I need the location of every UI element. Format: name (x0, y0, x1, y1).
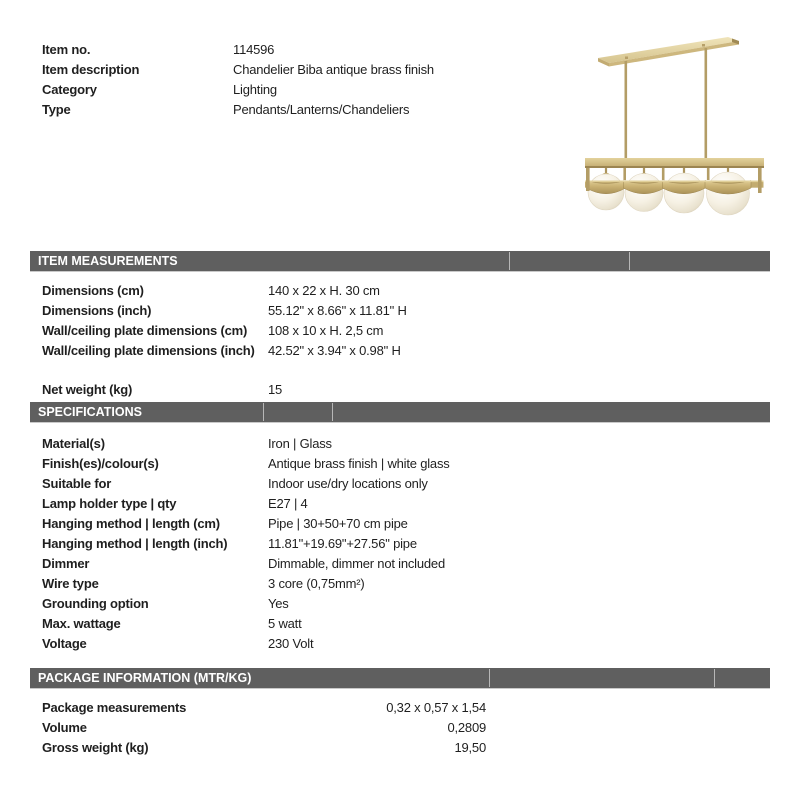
field-value: Dimmable, dimmer not included (268, 556, 445, 571)
field-label: Wall/ceiling plate dimensions (inch) (42, 343, 255, 358)
field-value: 0,32 x 0,57 x 1,54 (386, 700, 486, 715)
specifications-table (42, 434, 450, 654)
field-value: 114596 (233, 42, 275, 57)
field-value: Antique brass finish | white glass (268, 456, 450, 471)
product-summary (42, 40, 434, 120)
field-value: 42.52" x 3.94" x 0.98" H (268, 343, 401, 358)
field-label: Material(s) (42, 436, 105, 451)
field-value: 140 x 22 x H. 30 cm (268, 283, 380, 298)
table-cell-divider (629, 252, 630, 270)
field-value: Indoor use/dry locations only (268, 476, 428, 491)
field-label: Hanging method | length (inch) (42, 536, 228, 551)
field-label: Net weight (kg) (42, 382, 133, 397)
field-value: Lighting (233, 82, 277, 97)
field-value: Iron | Glass (268, 436, 332, 451)
field-value: 55.12" x 8.66" x 11.81" H (268, 303, 407, 318)
brass-band (585, 181, 764, 195)
section-header-package-information (30, 668, 770, 689)
table-cell-divider (509, 252, 510, 270)
field-label: Dimensions (inch) (42, 303, 152, 318)
table-row (42, 574, 450, 594)
net-weight-row (42, 380, 282, 400)
field-label: Item no. (42, 42, 91, 57)
field-label: Dimmer (42, 556, 90, 571)
field-label: Volume (42, 720, 87, 735)
table-row (42, 738, 486, 758)
table-row (42, 614, 450, 634)
table-cell-divider (332, 403, 333, 421)
field-label: Suitable for (42, 476, 112, 491)
field-value: 108 x 10 x H. 2,5 cm (268, 323, 384, 338)
table-row (42, 454, 450, 474)
table-row (42, 380, 282, 400)
field-value: Yes (268, 596, 289, 611)
table-row (42, 341, 407, 361)
table-row (42, 434, 450, 454)
field-label: Dimensions (cm) (42, 283, 144, 298)
table-cell-divider (263, 403, 264, 421)
table-row (42, 698, 486, 718)
field-label: Package measurements (42, 700, 187, 715)
table-row (42, 321, 407, 341)
table-row (42, 718, 486, 738)
table-cell-divider (489, 669, 490, 687)
field-value: Chandelier Biba antique brass finish (233, 62, 434, 77)
field-label: Wall/ceiling plate dimensions (cm) (42, 323, 248, 338)
item-measurements-table (42, 281, 407, 361)
chandelier-illustration (568, 12, 780, 220)
summary-row (42, 80, 434, 100)
table-row (42, 514, 450, 534)
field-label: Wire type (42, 576, 99, 591)
field-value: Pipe | 30+50+70 cm pipe (268, 516, 408, 531)
table-cell-divider (714, 669, 715, 687)
field-value: 15 (268, 382, 283, 397)
table-row (42, 634, 450, 654)
field-label: Type (42, 102, 71, 117)
field-label: Finish(es)/colour(s) (42, 456, 159, 471)
field-label: Grounding option (42, 596, 149, 611)
field-label: Lamp holder type | qty (42, 496, 177, 511)
section-title: SPECIFICATIONS (38, 405, 142, 419)
summary-row (42, 60, 434, 80)
section-header-specifications (30, 402, 770, 423)
field-label: Category (42, 82, 97, 97)
package-information-table (42, 698, 486, 758)
field-value: 0,2809 (447, 720, 486, 735)
table-row (42, 534, 450, 554)
ceiling-plate (598, 37, 739, 67)
section-title: PACKAGE INFORMATION (MTR/KG) (38, 671, 252, 685)
table-row (42, 554, 450, 574)
table-row (42, 281, 407, 301)
table-row (42, 594, 450, 614)
globe-stems (602, 168, 733, 179)
section-title: ITEM MEASUREMENTS (38, 254, 178, 268)
product-photo-chandelier (568, 12, 780, 220)
field-label: Hanging method | length (cm) (42, 516, 220, 531)
field-label: Voltage (42, 636, 87, 651)
summary-row (42, 100, 434, 120)
field-value: 11.81"+19.69"+27.56" pipe (268, 536, 417, 551)
table-row (42, 474, 450, 494)
field-value: 230 Volt (268, 636, 314, 651)
field-value: Pendants/Lanterns/Chandeliers (233, 102, 410, 117)
field-value: 19,50 (454, 740, 486, 755)
field-value: 3 core (0,75mm²) (268, 576, 365, 591)
section-header-item-measurements (30, 251, 770, 272)
hanging-rods (625, 48, 708, 160)
field-label: Gross weight (kg) (42, 740, 149, 755)
summary-row (42, 40, 434, 60)
field-value: E27 | 4 (268, 496, 308, 511)
table-row (42, 494, 450, 514)
field-label: Item description (42, 62, 140, 77)
table-row (42, 301, 407, 321)
frame-rail (585, 158, 764, 168)
field-value: 5 watt (268, 616, 302, 631)
field-label: Max. wattage (42, 616, 121, 631)
